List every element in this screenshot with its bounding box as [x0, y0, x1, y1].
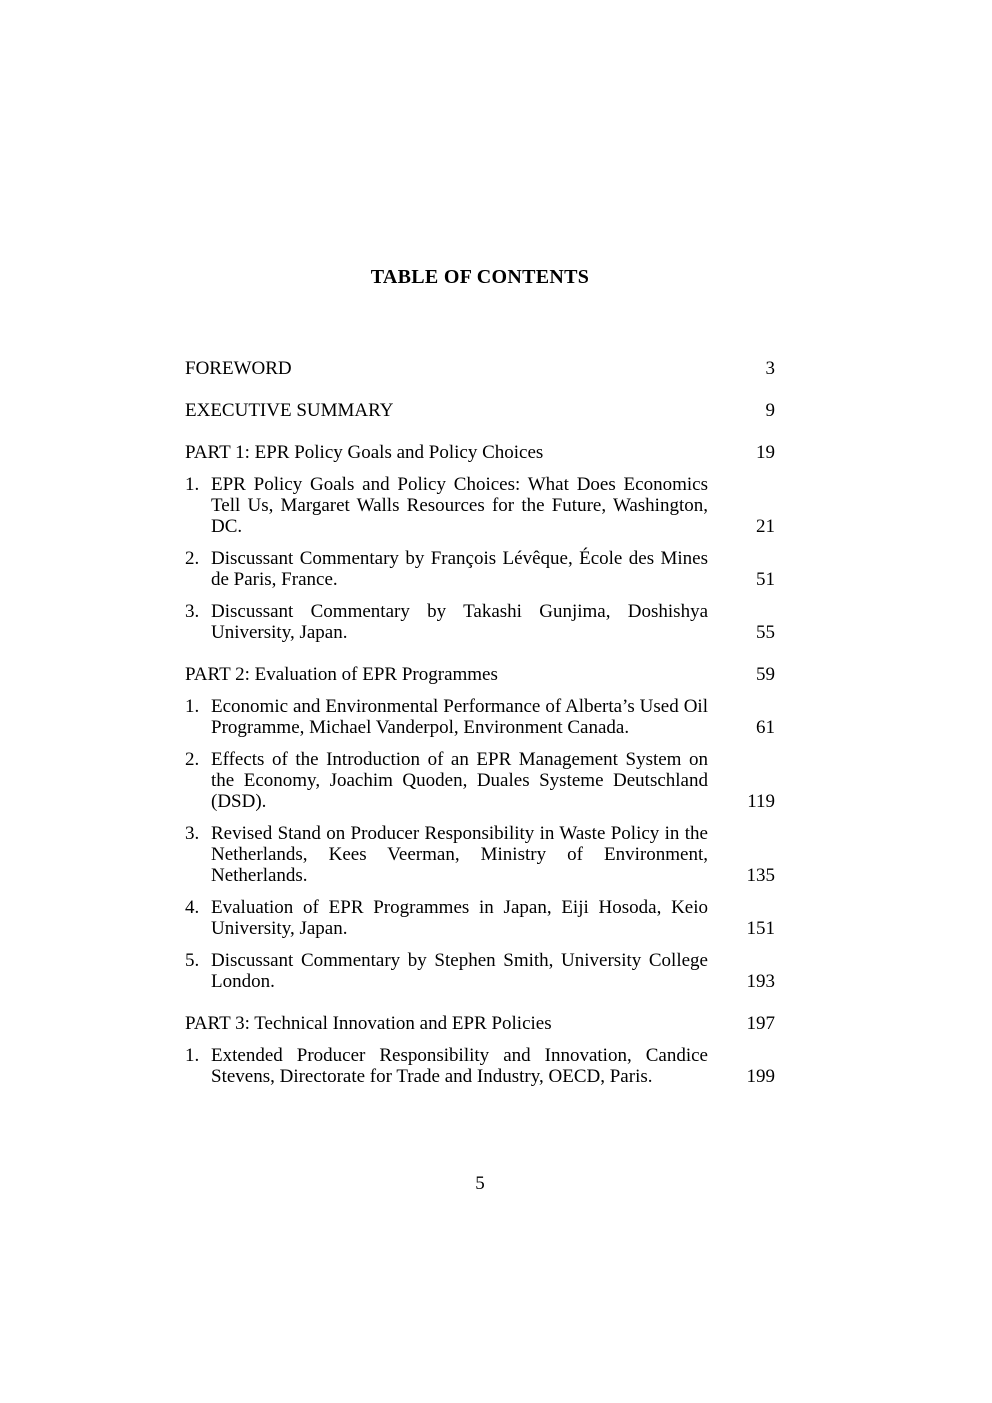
toc-entry	[185, 823, 775, 886]
toc-entry-label: Evaluation of EPR Programmes in Japan, Eiji Hosoda, Keio University, Japan.	[211, 897, 708, 939]
toc-entry-label: Discussant Commentary by Stephen Smith, University College London.	[211, 950, 708, 992]
toc-entry	[185, 950, 775, 992]
toc-entry-part-2	[185, 664, 775, 685]
toc-entry-page: 193	[746, 971, 775, 992]
toc-entry-number: 1.	[185, 696, 200, 717]
toc-entry-page: 3	[765, 358, 775, 379]
toc-entry-page: 135	[746, 865, 775, 886]
toc-entry-number: 2.	[185, 548, 200, 569]
toc-entry-page: 51	[756, 569, 775, 590]
page-title: TABLE OF CONTENTS	[370, 266, 590, 288]
toc-entry	[185, 601, 775, 643]
toc-entry-number: 2.	[185, 749, 200, 770]
toc-entry-label: Economic and Environmental Performance of Alberta’s Used Oil Programme, Michael Vanderpol, Environment Canada.	[211, 696, 708, 738]
toc-entry-page: 59	[756, 664, 775, 685]
toc-entry-number: 1.	[185, 1045, 200, 1066]
toc-entry-label: Extended Producer Responsibility and Innovation, Candice Stevens, Directorate for Trade and Industry, OECD, Paris.	[211, 1045, 708, 1087]
toc-entry-page: 151	[746, 918, 775, 939]
toc-entry-label: PART 2: Evaluation of EPR Programmes	[185, 664, 498, 685]
toc-entry-page: 21	[756, 516, 775, 537]
toc-entry-label: Discussant Commentary by François Lévêque, École des Mines de Paris, France.	[211, 548, 708, 590]
toc-entry-label: Discussant Commentary by Takashi Gunjima, Doshishya University, Japan.	[211, 601, 708, 643]
toc-entry	[185, 1045, 775, 1087]
toc-entry-foreword	[185, 358, 775, 379]
toc-entry	[185, 548, 775, 590]
toc-entry-executive-summary	[185, 400, 775, 421]
toc-entry-label: EPR Policy Goals and Policy Choices: What Does Economics Tell Us, Margaret Walls Resources for the Future, Washington, DC.	[211, 474, 708, 537]
toc-entry	[185, 696, 775, 738]
toc-entry-label: FOREWORD	[185, 358, 292, 379]
toc-entry-number: 4.	[185, 897, 200, 918]
toc-entry	[185, 897, 775, 939]
toc-entry-part-1	[185, 442, 775, 463]
toc-entry-label: EXECUTIVE SUMMARY	[185, 400, 394, 421]
toc-entry-number: 3.	[185, 601, 200, 622]
toc-entry	[185, 749, 775, 812]
toc-entry-label: PART 3: Technical Innovation and EPR Policies	[185, 1013, 552, 1034]
toc-entry	[185, 474, 775, 537]
toc-entry-part-3	[185, 1013, 775, 1034]
toc-entry-label: Revised Stand on Producer Responsibility in Waste Policy in the Netherlands, Kees Veerman, Ministry of Environment, Netherlands.	[211, 823, 708, 886]
toc-entry-number: 3.	[185, 823, 200, 844]
toc-entry-label: PART 1: EPR Policy Goals and Policy Choices	[185, 442, 544, 463]
page-number: 5	[475, 1173, 485, 1194]
table-of-contents	[185, 337, 775, 1087]
toc-entry-page: 119	[747, 791, 775, 812]
toc-entry-label: Effects of the Introduction of an EPR Management System on the Economy, Joachim Quoden, Duales Systeme Deutschland (DSD).	[211, 749, 708, 812]
toc-entry-page: 61	[756, 717, 775, 738]
toc-entry-page: 19	[756, 442, 775, 463]
toc-entry-page: 197	[746, 1013, 775, 1034]
toc-entry-page: 55	[756, 622, 775, 643]
toc-entry-page: 199	[746, 1066, 775, 1087]
toc-entry-number: 1.	[185, 474, 200, 495]
toc-entry-number: 5.	[185, 950, 200, 971]
toc-entry-page: 9	[765, 400, 775, 421]
